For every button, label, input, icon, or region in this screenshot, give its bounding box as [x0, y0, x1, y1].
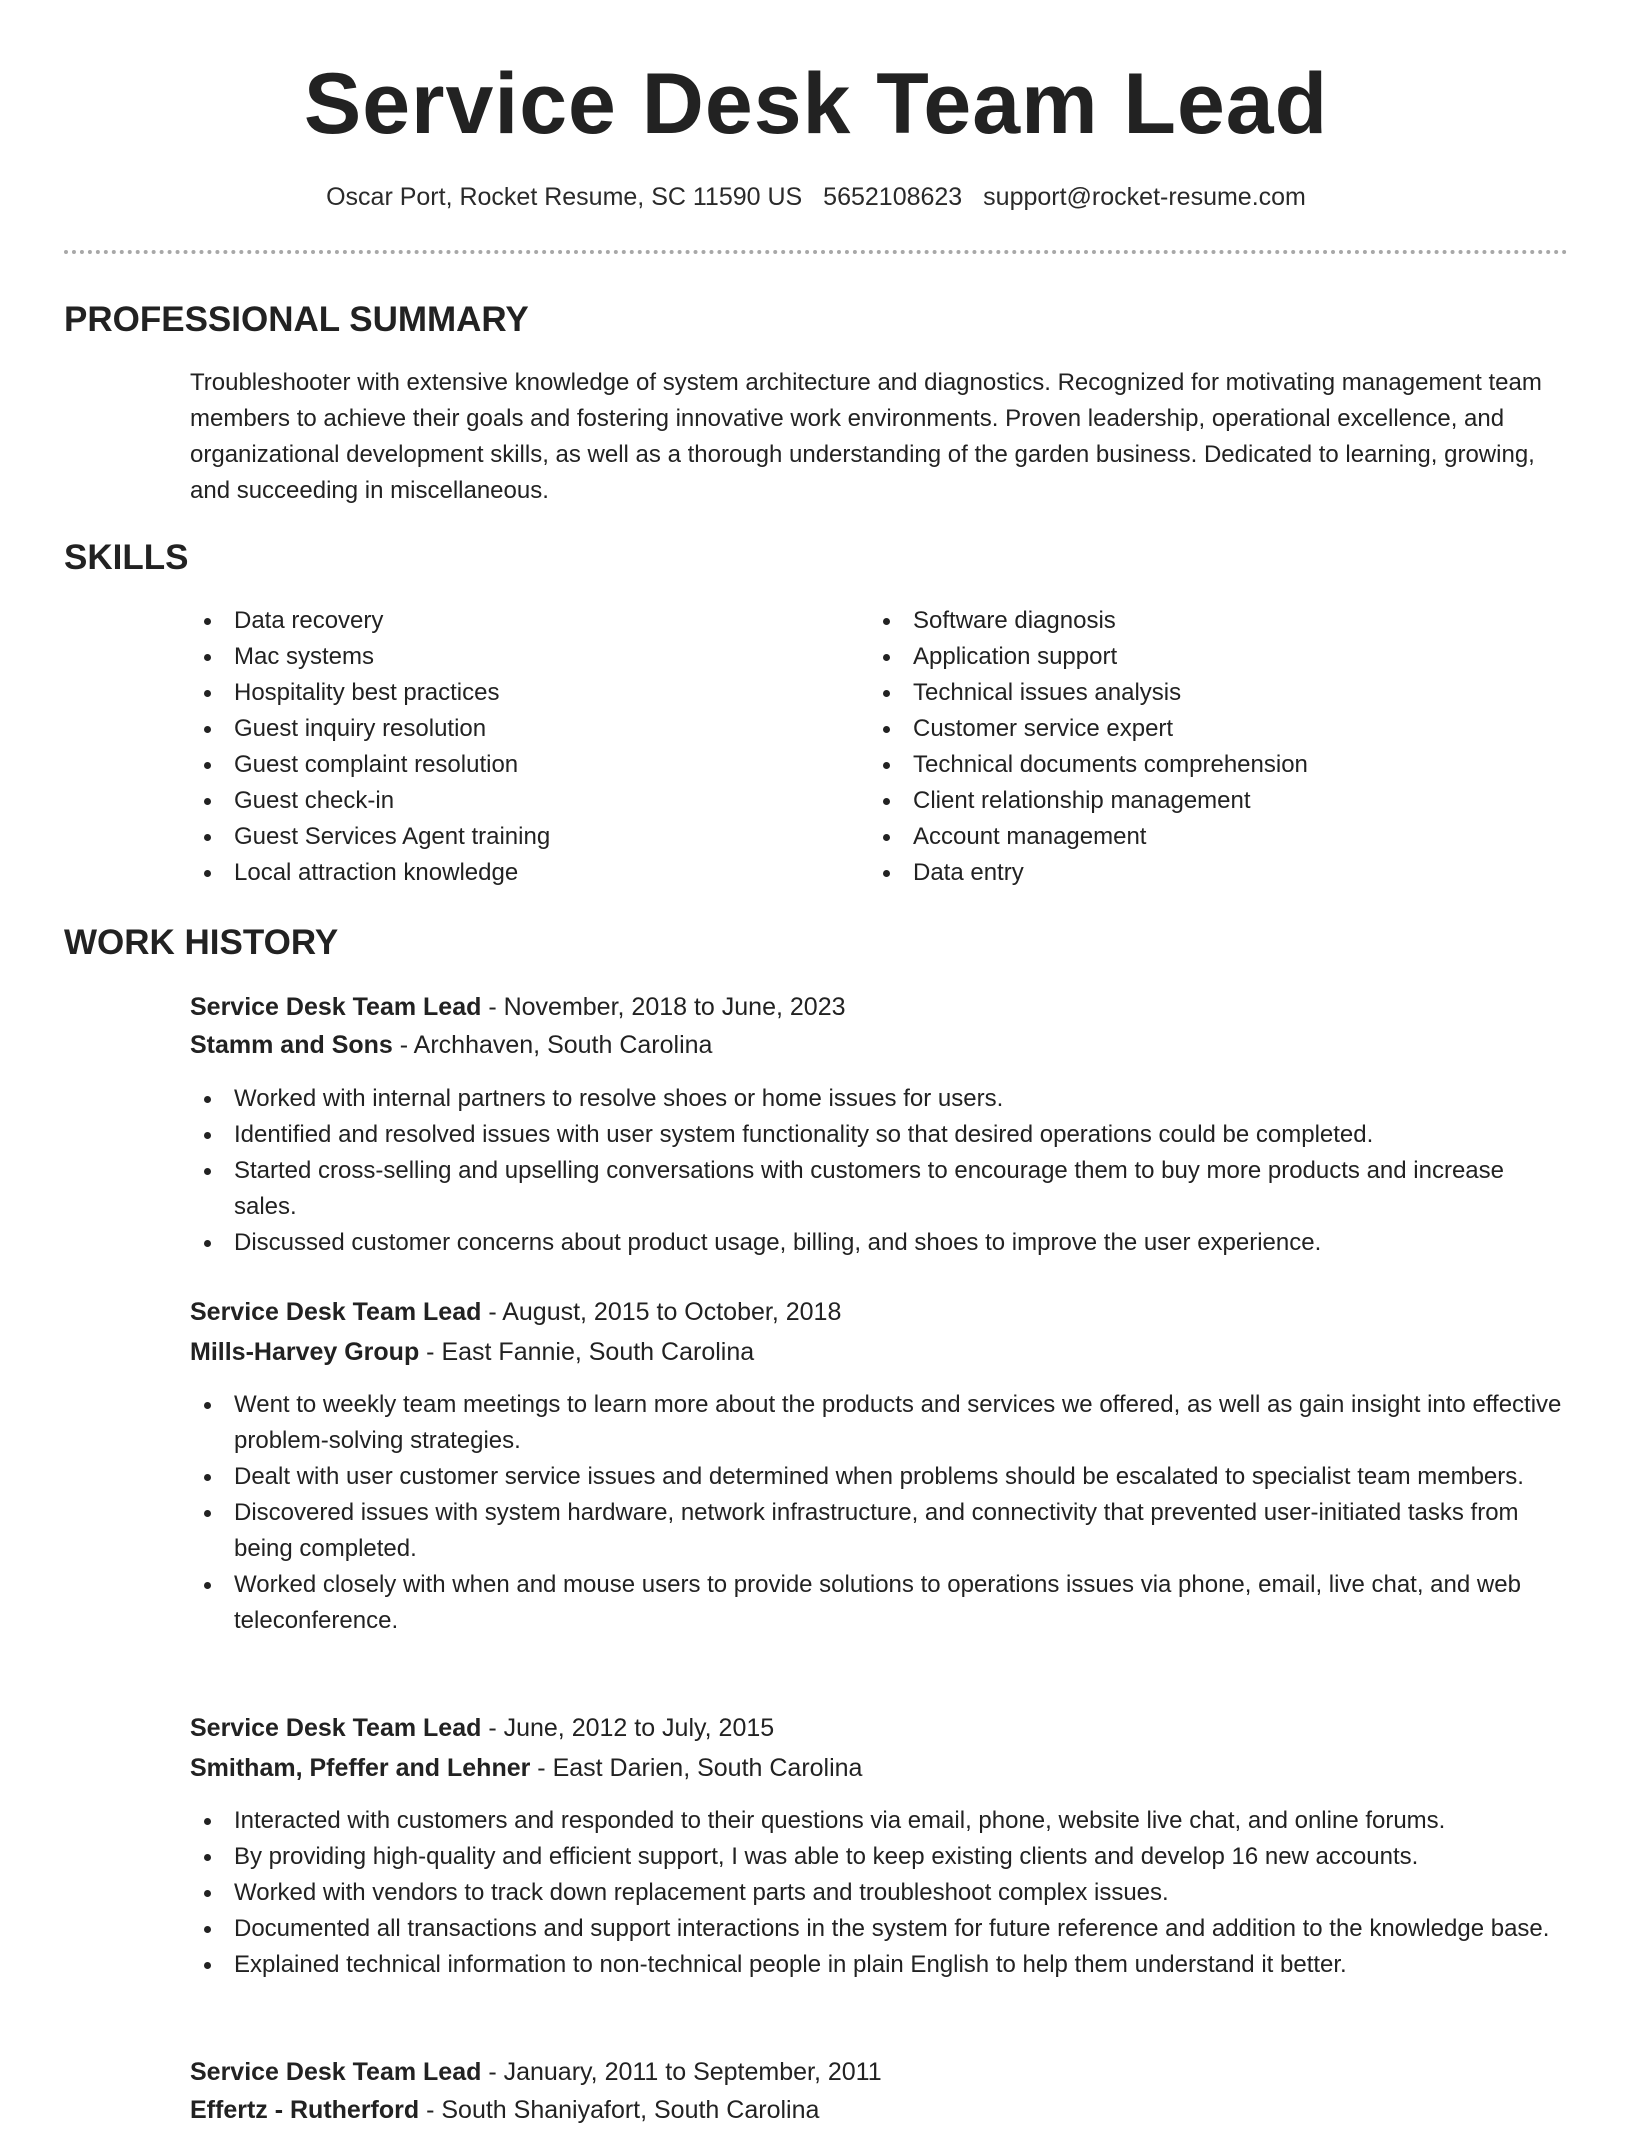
skill-item: Application support: [869, 639, 1549, 675]
job-location: - Archhaven, South Carolina: [392, 1031, 713, 1059]
skill-item: Guest complaint resolution: [190, 747, 830, 783]
job-bullets: [190, 1387, 1568, 1639]
skill-item: Hospitality best practices: [190, 675, 830, 711]
job-bullet: Went to weekly team meetings to learn more about the products and services we offered, as well as gain insight into effective problem-solving strategies.: [190, 1387, 1568, 1459]
job-company-line: [190, 2090, 1568, 2130]
job-company-line: [190, 1025, 1568, 1065]
skill-item: Data recovery: [190, 603, 830, 639]
skill-item: Guest check-in: [190, 783, 830, 819]
job-company: Mills-Harvey Group: [190, 1338, 420, 1366]
job-bullet: Worked with internal partners to resolve shoes or home issues for users.: [190, 1081, 1568, 1117]
job-bullet: Started cross-selling and upselling conversations with customers to encourage them to buy more products and increase sales.: [190, 1153, 1568, 1225]
summary-heading: PROFESSIONAL SUMMARY: [64, 300, 529, 339]
job-company: Smitham, Pfeffer and Lehner: [190, 1754, 531, 1782]
contact-line: [0, 180, 1632, 214]
summary-text: Troubleshooter with extensive knowledge of system architecture and diagnostics. Recognized for motivating management team members to achieve their goals and fostering innovative work environments. Proven leadership, operational excellence, and organizational development skills, as well as a thorough understanding of the garden business. Dedicated to learning, growing, and succeeding in miscellaneous.: [190, 369, 1542, 504]
job-bullet: Explained technical information to non-technical people in plain English to help them understand it better.: [190, 1947, 1568, 1983]
job-bullet: Worked with vendors to track down replacement parts and troubleshoot complex issues.: [190, 1875, 1568, 1911]
contact-phone: 5652108623: [823, 183, 963, 211]
job-bullet: Identified and resolved issues with user system functionality so that desired operations could be completed.: [190, 1117, 1568, 1153]
job-bullets: [190, 1081, 1568, 1261]
job-bullet: Discussed customer concerns about product usage, billing, and shoes to improve the user experience.: [190, 1225, 1568, 1261]
job-role: Service Desk Team Lead: [190, 2058, 482, 2086]
job-company: Effertz - Rutherford: [190, 2096, 420, 2124]
job-bullet: Worked closely with when and mouse users to provide solutions to operations issues via phone, email, live chat, and web teleconference.: [190, 1567, 1568, 1639]
job-location: - East Darien, South Carolina: [530, 1754, 863, 1782]
job-title-line: [190, 987, 1568, 1027]
contact-address: Oscar Port, Rocket Resume, SC 11590 US: [326, 183, 803, 211]
job-location: - East Fannie, South Carolina: [419, 1338, 755, 1366]
job-company: Stamm and Sons: [190, 1031, 393, 1059]
job-role: Service Desk Team Lead: [190, 1714, 482, 1742]
work-history-heading: WORK HISTORY: [64, 923, 339, 962]
header-divider: [64, 250, 1568, 254]
job-company-line: [190, 1332, 1568, 1372]
job-role: Service Desk Team Lead: [190, 1298, 482, 1326]
job-dates: - August, 2015 to October, 2018: [481, 1298, 842, 1326]
skill-item: Local attraction knowledge: [190, 855, 830, 891]
skill-item: Client relationship management: [869, 783, 1549, 819]
job-title-line: [190, 1292, 1568, 1332]
job-bullet: By providing high-quality and efficient support, I was able to keep existing clients and develop 16 new accounts.: [190, 1839, 1568, 1875]
job-dates: - June, 2012 to July, 2015: [481, 1714, 775, 1742]
skill-item: Mac systems: [190, 639, 830, 675]
resume-name: Service Desk Team Lead: [303, 56, 1329, 152]
skill-item: Guest Services Agent training: [190, 819, 830, 855]
job-bullet: Interacted with customers and responded to their questions via email, phone, website live chat, and online forums.: [190, 1803, 1568, 1839]
skill-item: Technical issues analysis: [869, 675, 1549, 711]
job-role: Service Desk Team Lead: [190, 993, 482, 1021]
skills-list-left: [190, 603, 830, 891]
job-dates: - January, 2011 to September, 2011: [481, 2058, 882, 2086]
job-bullet: Dealt with user customer service issues and determined when problems should be escalated to specialist team members.: [190, 1459, 1568, 1495]
job-bullet: Discovered issues with system hardware, network infrastructure, and connectivity that prevented user-initiated tasks from being completed.: [190, 1495, 1568, 1567]
skill-item: Software diagnosis: [869, 603, 1549, 639]
skill-item: Account management: [869, 819, 1549, 855]
job-bullets: [190, 1803, 1568, 1983]
skill-item: Guest inquiry resolution: [190, 711, 830, 747]
skill-item: Technical documents comprehension: [869, 747, 1549, 783]
job-title-line: [190, 1708, 1568, 1748]
skills-heading: SKILLS: [64, 538, 189, 577]
skill-item: Customer service expert: [869, 711, 1549, 747]
job-location: - South Shaniyafort, South Carolina: [419, 2096, 820, 2124]
job-bullet: Documented all transactions and support interactions in the system for future reference and addition to the knowledge base.: [190, 1911, 1568, 1947]
skills-list-right: [869, 603, 1549, 891]
skill-item: Data entry: [869, 855, 1549, 891]
job-title-line: [190, 2052, 1568, 2092]
job-company-line: [190, 1748, 1568, 1788]
job-dates: - November, 2018 to June, 2023: [481, 993, 846, 1021]
contact-email: support@rocket-resume.com: [983, 183, 1306, 211]
